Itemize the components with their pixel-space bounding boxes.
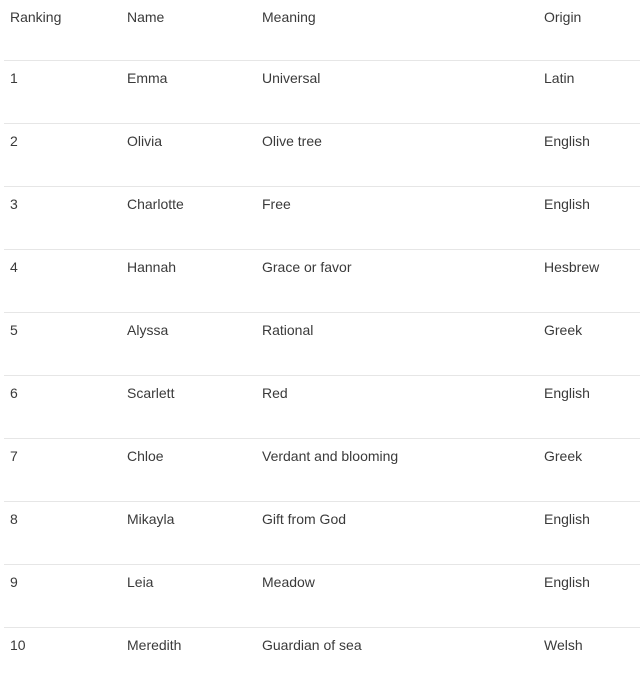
cell-ranking: 8 xyxy=(10,511,18,527)
cell-ranking: 4 xyxy=(10,259,18,275)
table-row xyxy=(4,376,640,439)
cell-name: Chloe xyxy=(127,448,164,464)
cell-meaning: Free xyxy=(262,196,291,212)
cell-meaning: Meadow xyxy=(262,574,315,590)
cell-meaning: Guardian of sea xyxy=(262,637,362,653)
cell-origin: Welsh xyxy=(544,637,583,653)
cell-origin: English xyxy=(544,196,590,212)
cell-ranking: 3 xyxy=(10,196,18,212)
cell-name: Mikayla xyxy=(127,511,175,527)
cell-meaning: Universal xyxy=(262,70,321,86)
cell-name: Emma xyxy=(127,70,168,86)
table-row xyxy=(4,313,640,376)
table-row xyxy=(4,61,640,124)
cell-origin: Latin xyxy=(544,70,575,86)
names-table xyxy=(4,0,640,691)
table-row xyxy=(4,502,640,565)
cell-ranking: 10 xyxy=(10,637,26,653)
table-row xyxy=(4,565,640,628)
cell-ranking: 9 xyxy=(10,574,18,590)
cell-name: Leia xyxy=(127,574,154,590)
cell-origin: Greek xyxy=(544,448,583,464)
table-row xyxy=(4,124,640,187)
cell-ranking: 2 xyxy=(10,133,18,149)
cell-name: Hannah xyxy=(127,259,177,275)
table-row xyxy=(4,439,640,502)
cell-ranking: 5 xyxy=(10,322,18,338)
cell-ranking: 1 xyxy=(10,70,18,86)
header-ranking: Ranking xyxy=(10,9,62,25)
cell-origin: English xyxy=(544,385,590,401)
table-row xyxy=(4,187,640,250)
header-origin: Origin xyxy=(544,9,582,25)
cell-origin: Hesbrew xyxy=(544,259,600,275)
cell-meaning: Verdant and blooming xyxy=(262,448,399,464)
cell-origin: Greek xyxy=(544,322,583,338)
cell-origin: English xyxy=(544,574,590,590)
table-row xyxy=(4,628,640,691)
cell-meaning: Olive tree xyxy=(262,133,322,149)
table-header-row xyxy=(4,0,640,61)
cell-meaning: Rational xyxy=(262,322,314,338)
header-name: Name xyxy=(127,9,165,25)
table-body xyxy=(4,61,640,691)
cell-ranking: 6 xyxy=(10,385,18,401)
cell-name: Meredith xyxy=(127,637,182,653)
cell-meaning: Gift from God xyxy=(262,511,347,527)
cell-name: Scarlett xyxy=(127,385,175,401)
header-meaning: Meaning xyxy=(262,9,316,25)
table-row xyxy=(4,250,640,313)
cell-name: Alyssa xyxy=(127,322,169,338)
cell-meaning: Red xyxy=(262,385,288,401)
cell-origin: English xyxy=(544,511,590,527)
cell-ranking: 7 xyxy=(10,448,18,464)
cell-name: Olivia xyxy=(127,133,163,149)
cell-origin: English xyxy=(544,133,590,149)
cell-name: Charlotte xyxy=(127,196,184,212)
cell-meaning: Grace or favor xyxy=(262,259,352,275)
